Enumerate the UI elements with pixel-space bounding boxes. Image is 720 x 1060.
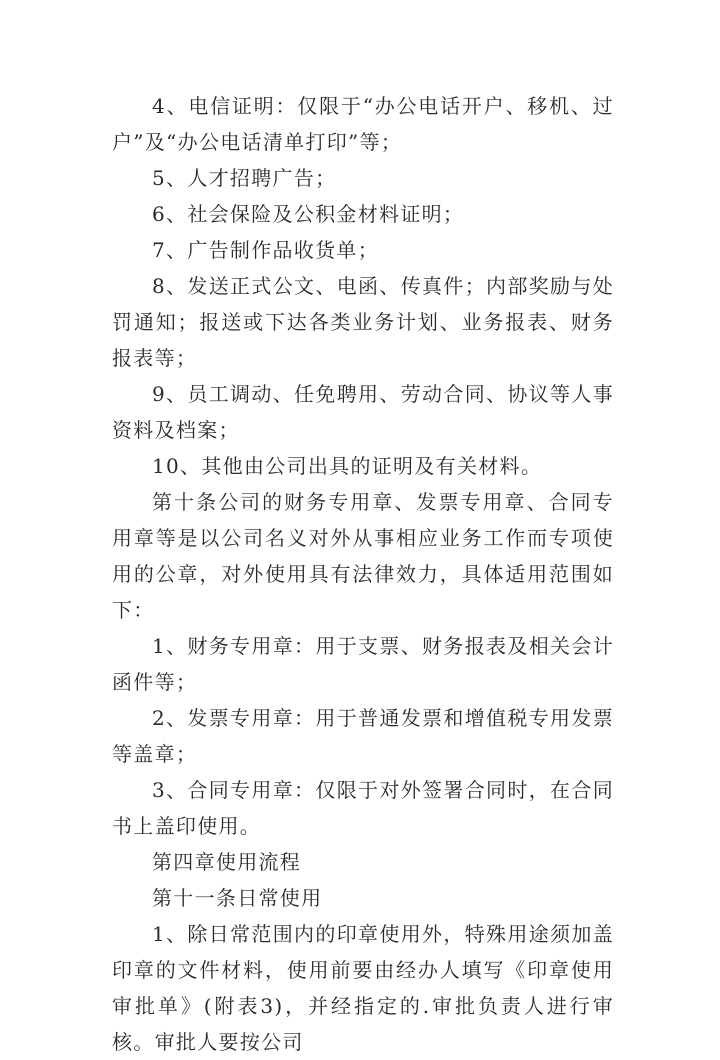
article-11-heading: 第十一条日常使用	[152, 886, 323, 910]
paragraph-official-documents: 8、发送正式公文、电函、传真件；内部奖励与处罚通知；报送或下达各类业务计划、业务报表、财务报表等；	[112, 274, 614, 370]
paragraph-special-use: 1、除日常范围内的印章使用外，特殊用途须加盖印章的文件材料，使用前要由经办人填写《印章使用审批单》(附表3)，并经指定的.审批负责人进行审核。审批人要按公司	[112, 922, 614, 1054]
chapter-heading: 第四章使用流程	[152, 850, 302, 874]
paragraph-invoice-seal: 2、发票专用章：用于普通发票和增值税专用发票等盖章；	[112, 706, 614, 766]
paragraph-article-10: 第十条公司的财务专用章、发票专用章、合同专用章等是以公司名义对外从事相应业务工作而专项使用的公章，对外使用具有法律效力，具体适用范围如下：	[112, 490, 614, 622]
document-body	[112, 88, 614, 1060]
paragraph-recruitment-ad: 5、人才招聘广告；	[152, 166, 337, 190]
paragraph-finance-seal: 1、财务专用章：用于支票、财务报表及相关会计函件等；	[112, 634, 614, 694]
paragraph-contract-seal: 3、合同专用章：仅限于对外签署合同时，在合同书上盖印使用。	[112, 778, 614, 838]
paragraph-personnel-files: 9、员工调动、任免聘用、劳动合同、协议等人事资料及档案；	[112, 382, 614, 442]
paragraph-other-certificates: 10、其他由公司出具的证明及有关材料。	[152, 454, 543, 478]
paragraph-social-insurance: 6、社会保险及公积金材料证明；	[152, 202, 465, 226]
paragraph-ad-receipt: 7、广告制作品收货单；	[152, 238, 380, 262]
paragraph-telecom-certificate: 4、电信证明：仅限于“办公电话开户、移机、过户”及“办公电话清单打印”等；	[112, 94, 614, 154]
